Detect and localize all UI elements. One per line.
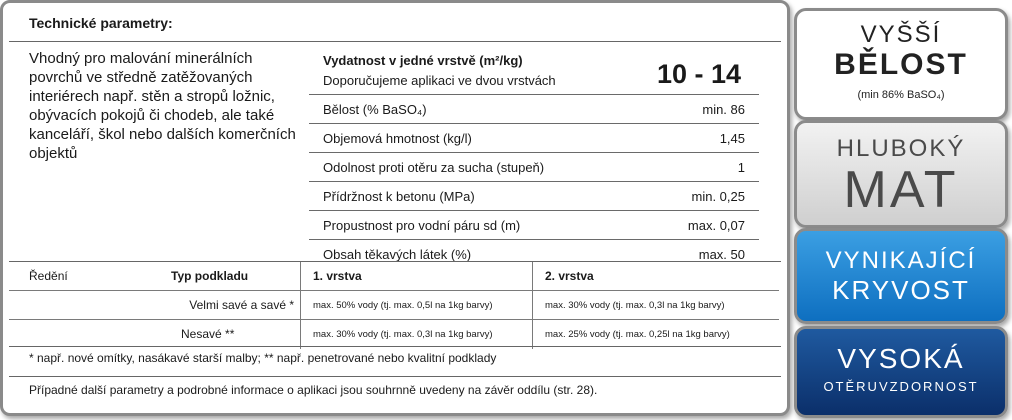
column-header-substrate: Typ podkladu	[171, 262, 301, 291]
badge-line: VYSOKÁ	[837, 343, 965, 374]
badge-coverage	[794, 228, 1008, 324]
badge-line: MAT	[843, 161, 959, 219]
column-header-layer1: 1. vrstva	[307, 262, 533, 291]
badge-line: BĚLOST	[834, 48, 968, 81]
dilution-table	[9, 262, 779, 349]
param-value: max. 0,07	[687, 218, 745, 233]
divider	[9, 376, 781, 377]
param-label: Obsah těkavých látek (%)	[323, 247, 472, 262]
badge-abrasion-resistance	[794, 326, 1008, 418]
param-row	[309, 153, 759, 182]
divider	[9, 41, 781, 42]
additional-info-note: Případné další parametry a podrobné informace o aplikaci jsou souhrnně uvedeny na závěr oddílu (str. 28).	[29, 383, 598, 397]
param-row	[309, 182, 759, 211]
yield-label: Vydatnost v jedné vrstvě (m²/kg)	[323, 53, 523, 68]
param-row	[309, 124, 759, 153]
param-label: Objemová hmotnost (kg/l)	[323, 131, 472, 146]
footnote: * např. nové omítky, nasákavé starší malby; ** např. penetrované nebo kvalitní podklady	[29, 351, 497, 365]
badge-line: (min 86% BaSO₄)	[857, 89, 945, 101]
param-label: Odolnost proti otěru za sucha (stupeň)	[323, 160, 545, 175]
param-label: Přídržnost k betonu (MPa)	[323, 189, 475, 204]
badge-line: VYŠŠÍ	[860, 21, 942, 48]
substrate-type: Nesavé **	[171, 320, 301, 349]
column-header-layer2: 2. vrstva	[545, 269, 594, 283]
layer1-value: max. 50% vody (tj. max. 0,5l na 1kg barvy)	[307, 291, 533, 320]
badge-line: HLUBOKÝ	[836, 135, 966, 162]
layer2-value: max. 25% vody (tj. max. 0,25l na 1kg barvy)	[545, 329, 730, 340]
param-label: Propustnost pro vodní páru sd (m)	[323, 218, 521, 233]
param-value: max. 50	[698, 247, 745, 262]
badge-whiteness	[794, 8, 1008, 120]
param-value: 1,45	[719, 131, 745, 146]
layer2-value: max. 30% vody (tj. max. 0,3l na 1kg barvy)	[545, 300, 725, 311]
parameters-table	[309, 47, 759, 269]
param-row	[309, 95, 759, 124]
badge-matte	[794, 120, 1008, 228]
param-label: Bělost (% BaSO₄)	[323, 102, 427, 117]
yield-note: Doporučujeme aplikaci ve dvou vrstvách	[323, 73, 556, 88]
yield-value: 10 - 14	[656, 59, 741, 89]
table-row	[9, 320, 779, 349]
badge-line: VYNIKAJÍCÍ	[825, 247, 977, 274]
section-title: Technické parametry:	[29, 15, 173, 31]
divider	[9, 346, 781, 347]
product-description: Vhodný pro malování minerálních povrchů ve středně zatěžovaných interiérech např. stěn a stropů ložnic, obývacích pokojů či chodeb, ale také kanceláří, škol nebo dalších komerčních objektů	[29, 50, 296, 162]
param-value: min. 0,25	[691, 189, 745, 204]
dilution-label: Ředění	[29, 269, 68, 283]
badge-line: KRYVOST	[832, 275, 970, 305]
param-value: min. 86	[702, 102, 745, 117]
param-row-yield	[309, 47, 759, 95]
table-row	[9, 291, 779, 320]
param-row	[309, 211, 759, 240]
param-value: 1	[737, 160, 745, 175]
substrate-type: Velmi savé a savé *	[171, 291, 301, 320]
layer1-value: max. 30% vody (tj. max. 0,3l na 1kg barvy)	[307, 320, 533, 349]
dilution-header-row	[9, 262, 779, 291]
badge-line: OTĚRUVZDORNOST	[823, 379, 979, 394]
